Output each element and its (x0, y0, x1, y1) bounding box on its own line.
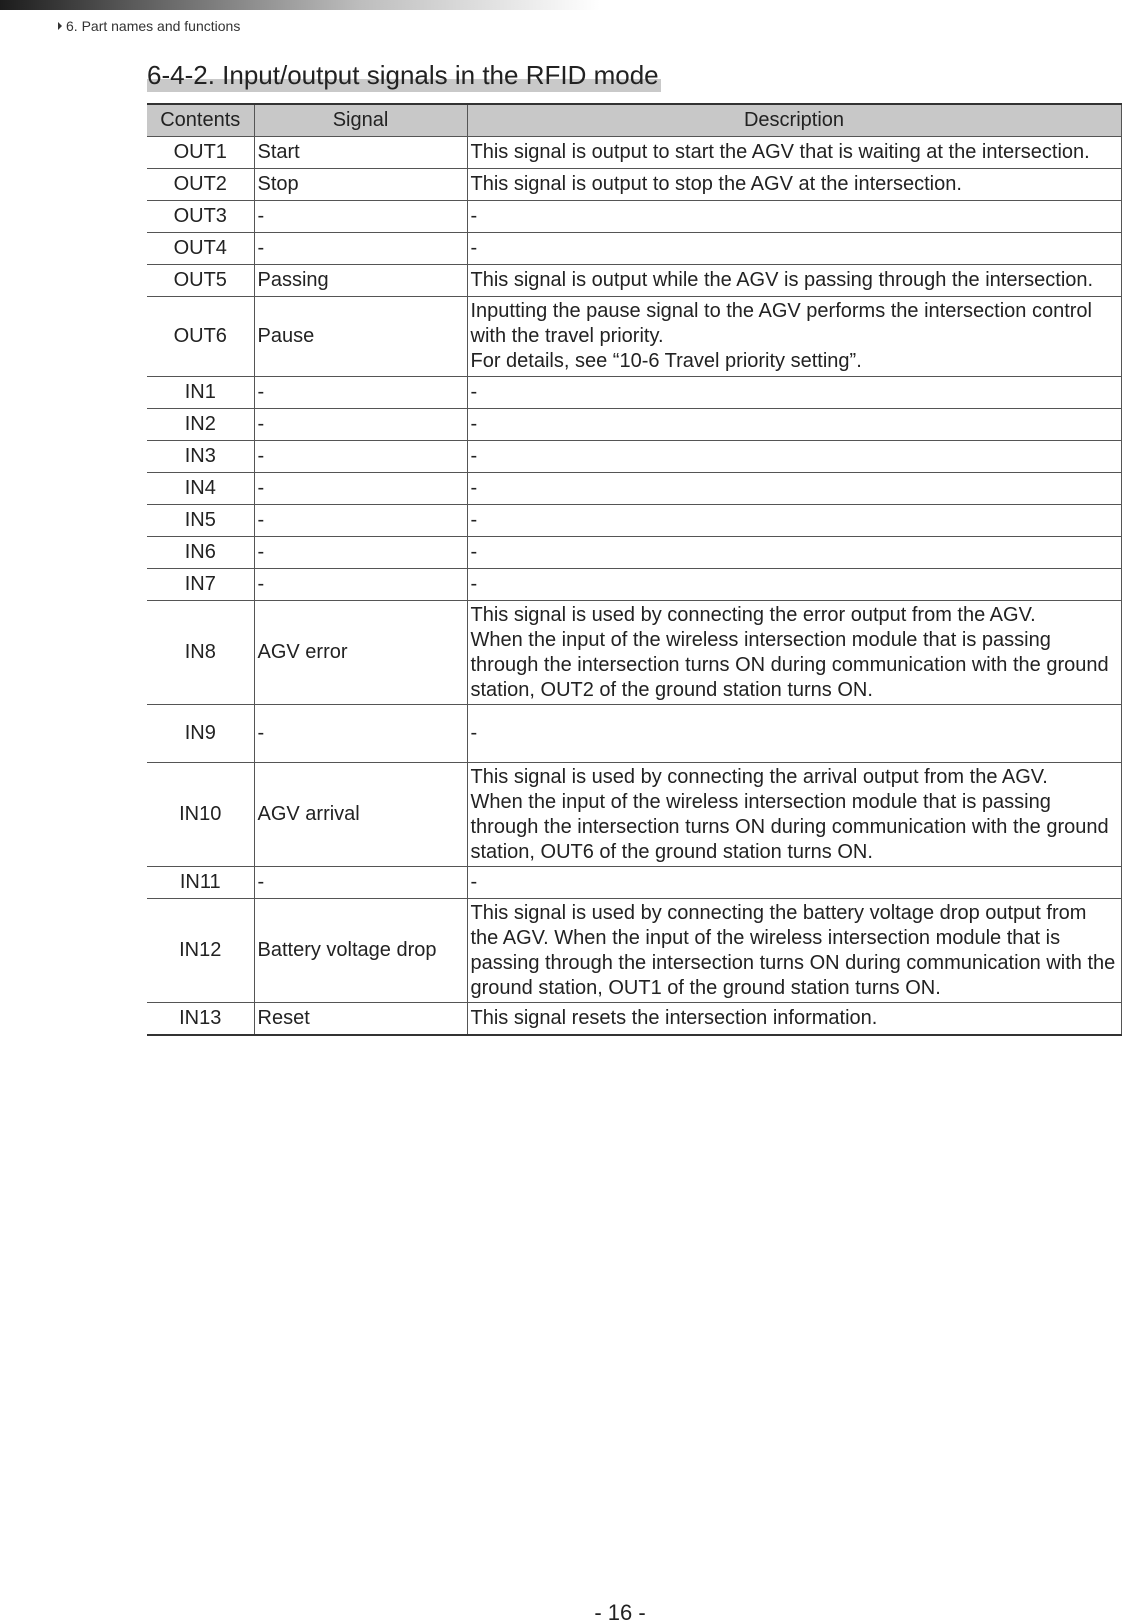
cell-contents: OUT3 (147, 201, 254, 233)
table-row (147, 409, 1121, 441)
cell-description: This signal resets the intersection information. (467, 1003, 1121, 1036)
cell-description: - (467, 377, 1121, 409)
page-number: - 16 - (594, 1600, 646, 1623)
cell-description: - (467, 505, 1121, 537)
section-title: 6-4-2. Input/output signals in the RFID mode (147, 60, 659, 90)
cell-contents: IN9 (147, 705, 254, 763)
table-row (147, 867, 1121, 899)
cell-description: - (467, 233, 1121, 265)
cell-contents: IN10 (147, 763, 254, 867)
cell-description: - (467, 473, 1121, 505)
cell-signal: Passing (254, 265, 467, 297)
cell-signal: Battery voltage drop (254, 899, 467, 1003)
table-row (147, 201, 1121, 233)
cell-contents: OUT6 (147, 297, 254, 377)
cell-description: - (467, 441, 1121, 473)
table-row (147, 705, 1121, 763)
table-row (147, 265, 1121, 297)
table-row (147, 899, 1121, 1003)
cell-description: - (467, 705, 1121, 763)
cell-contents: IN1 (147, 377, 254, 409)
cell-signal: Start (254, 137, 467, 169)
cell-signal: Pause (254, 297, 467, 377)
cell-signal: Stop (254, 169, 467, 201)
cell-contents: IN2 (147, 409, 254, 441)
cell-contents: IN5 (147, 505, 254, 537)
cell-contents: OUT1 (147, 137, 254, 169)
cell-contents: IN6 (147, 537, 254, 569)
table-row (147, 763, 1121, 867)
cell-signal: - (254, 505, 467, 537)
cell-signal: AGV arrival (254, 763, 467, 867)
table-row (147, 473, 1121, 505)
cell-contents: OUT2 (147, 169, 254, 201)
cell-description: This signal is output to start the AGV that is waiting at the intersection. (467, 137, 1121, 169)
cell-contents: IN7 (147, 569, 254, 601)
column-header-contents: Contents (147, 104, 254, 137)
cell-contents: OUT4 (147, 233, 254, 265)
cell-signal: - (254, 537, 467, 569)
table-body (147, 137, 1121, 1036)
cell-signal: - (254, 705, 467, 763)
cell-signal: - (254, 233, 467, 265)
table-row (147, 537, 1121, 569)
cell-signal: - (254, 377, 467, 409)
cell-contents: IN12 (147, 899, 254, 1003)
column-header-description: Description (467, 104, 1121, 137)
cell-description: This signal is output to stop the AGV at the intersection. (467, 169, 1121, 201)
cell-contents: IN3 (147, 441, 254, 473)
table-row (147, 441, 1121, 473)
cell-signal: - (254, 569, 467, 601)
cell-description: This signal is used by connecting the battery voltage drop output from the AGV. When the input of the wireless intersection module that is passing through the intersection turns ON during communication with the ground station, OUT1 of the ground station turns ON. (467, 899, 1121, 1003)
caret-right-icon (58, 22, 62, 30)
cell-signal: - (254, 473, 467, 505)
cell-description: Inputting the pause signal to the AGV performs the intersection control with the travel priority. For details, see “10-6 Travel priority setting”. (467, 297, 1121, 377)
cell-description: - (467, 409, 1121, 441)
cell-signal: Reset (254, 1003, 467, 1036)
cell-signal: - (254, 409, 467, 441)
table-row (147, 601, 1121, 705)
cell-contents: IN13 (147, 1003, 254, 1036)
table-row (147, 297, 1121, 377)
cell-description: This signal is used by connecting the arrival output from the AGV. When the input of the wireless intersection module that is passing through the intersection turns ON during communication with the ground station, OUT6 of the ground station turns ON. (467, 763, 1121, 867)
cell-description: - (467, 201, 1121, 233)
cell-contents: IN11 (147, 867, 254, 899)
cell-contents: IN8 (147, 601, 254, 705)
cell-signal: - (254, 441, 467, 473)
table-row (147, 233, 1121, 265)
cell-description: This signal is used by connecting the error output from the AGV. When the input of the wireless intersection module that is passing through the intersection turns ON during communication with the ground station, OUT2 of the ground station turns ON. (467, 601, 1121, 705)
table-row (147, 137, 1121, 169)
cell-signal: - (254, 201, 467, 233)
signal-table (147, 103, 1122, 1036)
table-row (147, 1003, 1121, 1036)
header-gradient-bar (0, 0, 600, 10)
table-row (147, 377, 1121, 409)
cell-description: - (467, 569, 1121, 601)
breadcrumb-label: 6. Part names and functions (66, 18, 241, 34)
column-header-signal: Signal (254, 104, 467, 137)
cell-signal: AGV error (254, 601, 467, 705)
table-header-row (147, 104, 1121, 137)
breadcrumb (58, 18, 240, 34)
table-row (147, 569, 1121, 601)
cell-description: This signal is output while the AGV is passing through the intersection. (467, 265, 1121, 297)
cell-description: - (467, 867, 1121, 899)
table-row (147, 505, 1121, 537)
table-row (147, 169, 1121, 201)
cell-signal: - (254, 867, 467, 899)
cell-contents: OUT5 (147, 265, 254, 297)
cell-description: - (467, 537, 1121, 569)
cell-contents: IN4 (147, 473, 254, 505)
